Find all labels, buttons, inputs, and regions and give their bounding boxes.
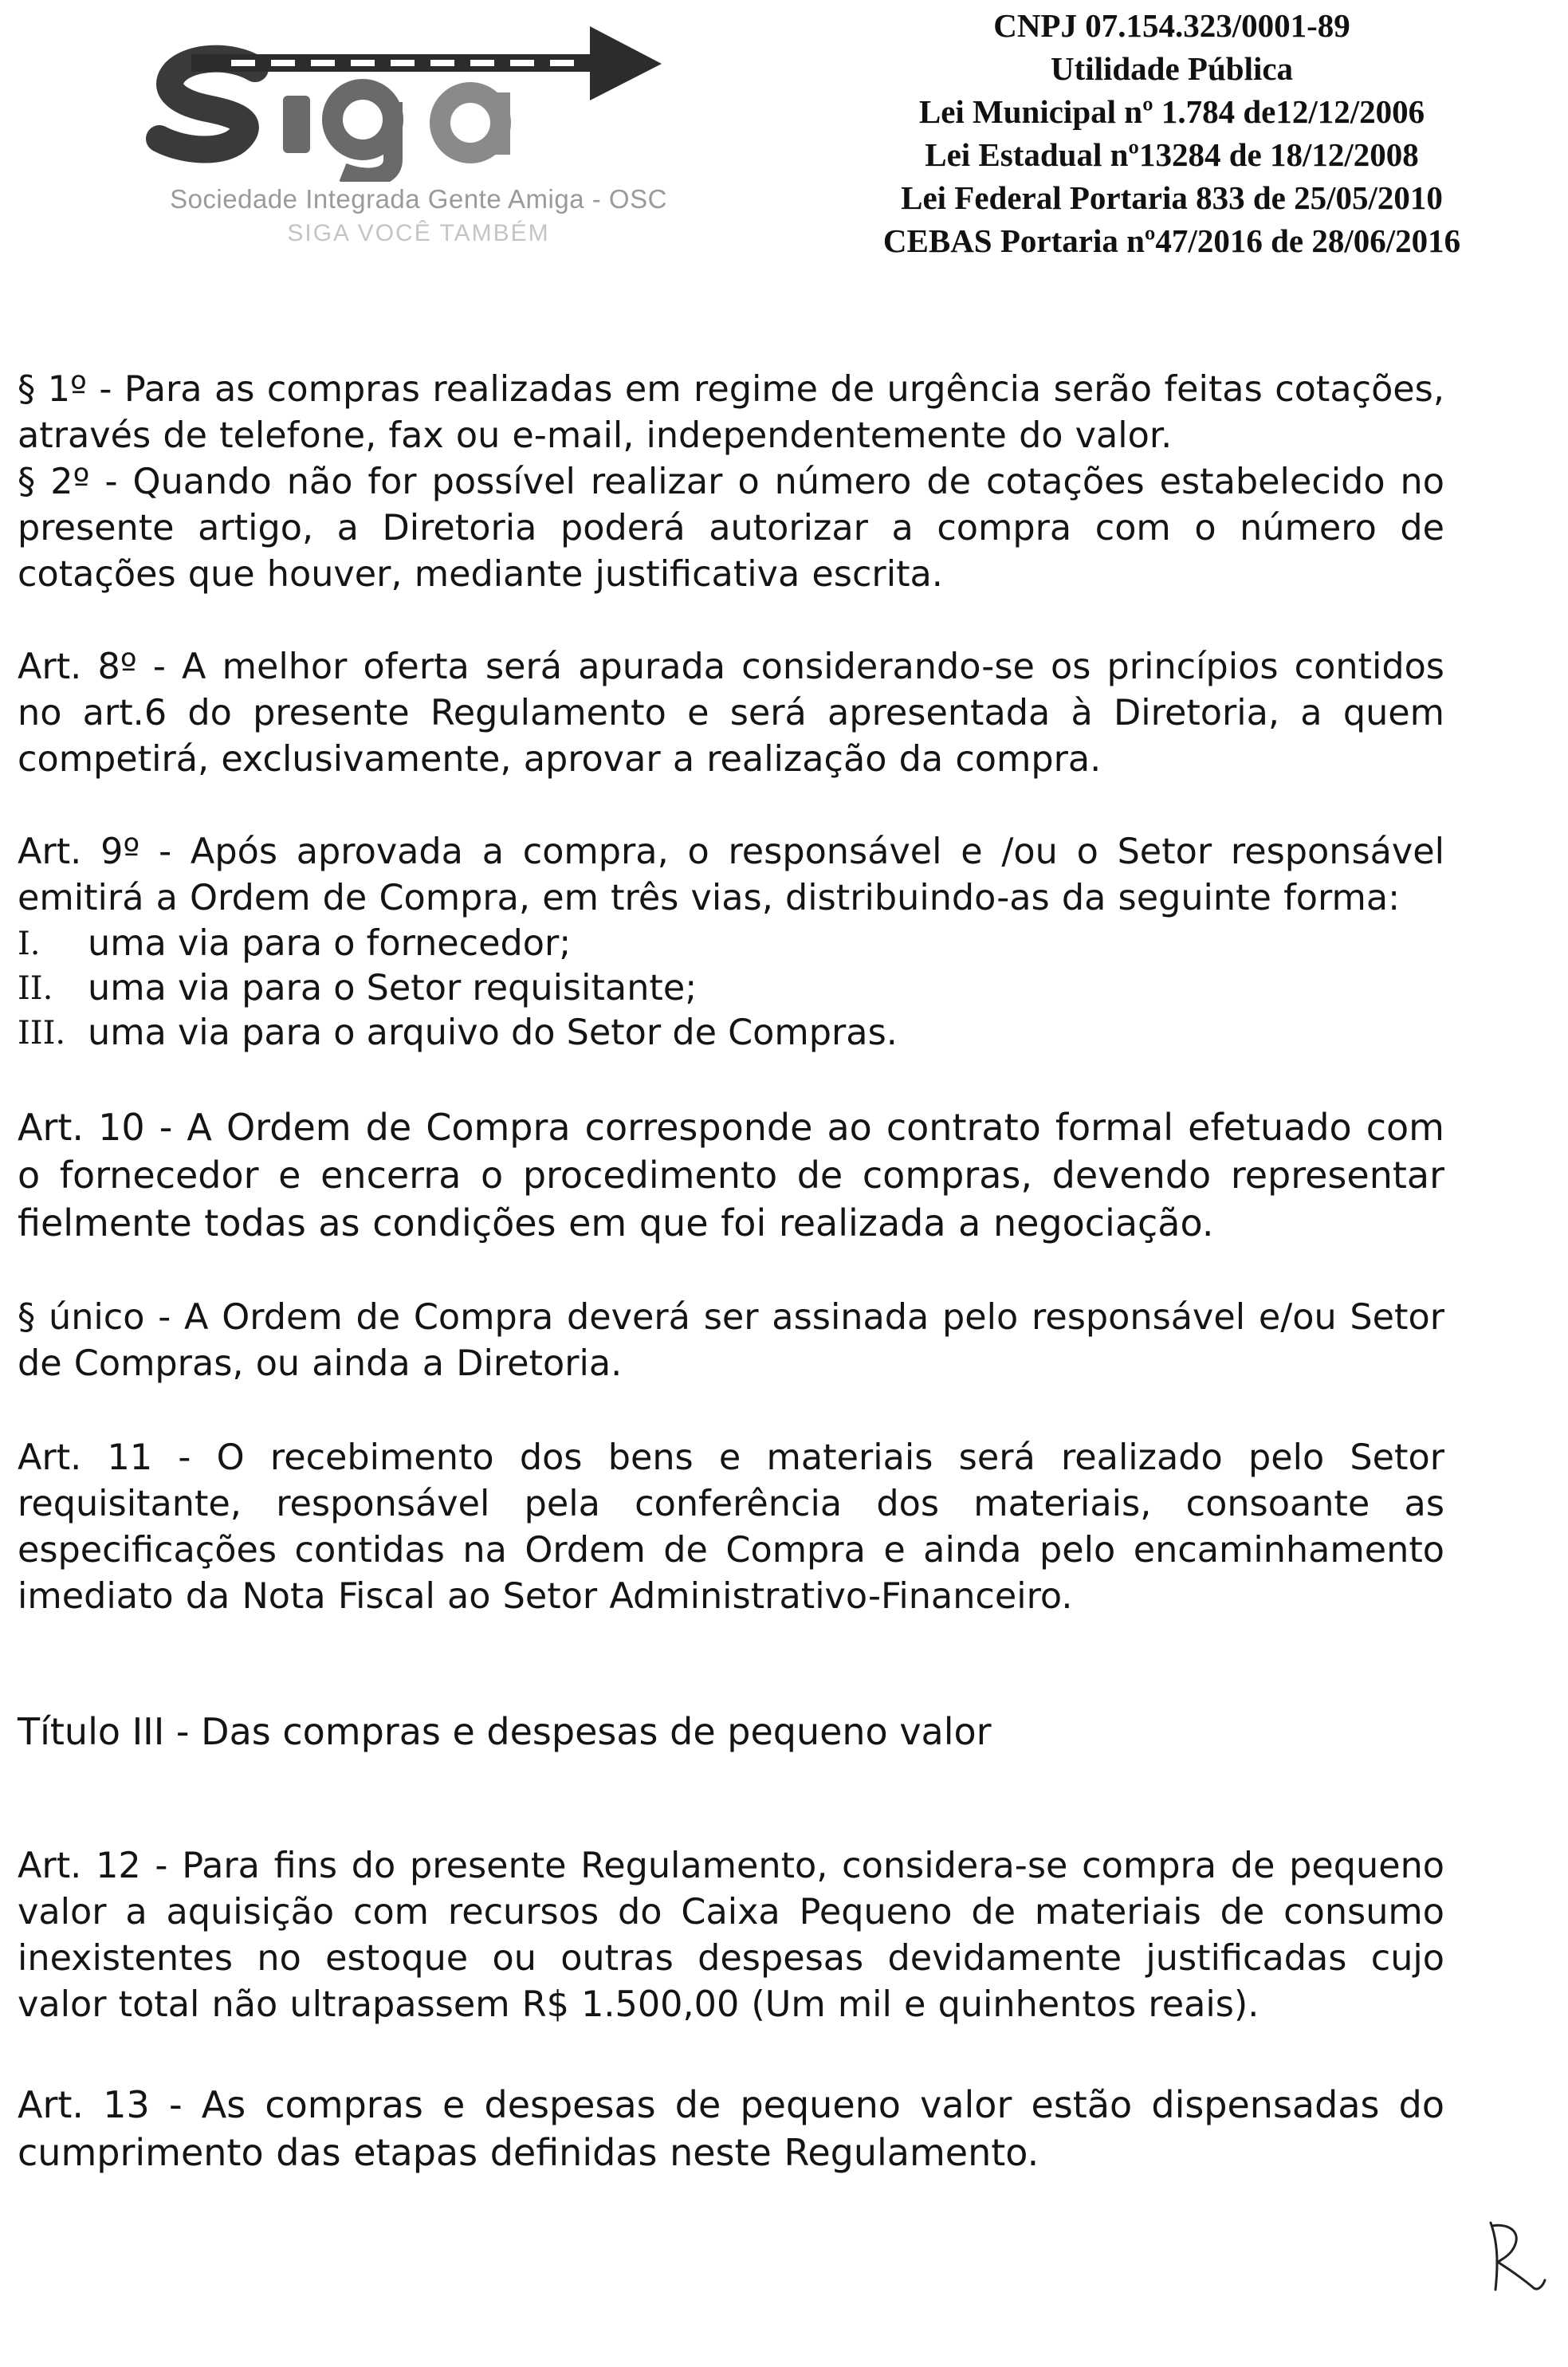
list-item-number: I. xyxy=(18,926,41,962)
list-item-text: uma via para o Setor requisitante; xyxy=(88,968,698,1009)
logo-slogan: SIGA VOCÊ TAMBÉM xyxy=(287,220,550,246)
article-10: Art. 10 - A Ordem de Compra corresponde ao contrato formal efetuado com o fornecedor e encerra o procedimento de compras, devendo representar fielmente todas as condições em que foi realizada a negociação. xyxy=(18,1106,1444,1244)
list-item-text: uma via para o fornecedor; xyxy=(88,923,572,964)
paragraph-2: § 2º - Quando não for possível realizar o número de cotações estabelecido no presente artigo, a Diretoria poderá autorizar a compra com o número de cotações que houver, mediante justificativa escrita. xyxy=(18,462,1444,595)
organization-logo xyxy=(143,22,694,246)
paragraph-unico: § único - A Ordem de Compra deverá ser assinada pelo responsável e/ou Setor de Compras, ou ainda a Diretoria. xyxy=(18,1297,1444,1384)
siga-logo-mark xyxy=(143,22,694,182)
cebas: CEBAS Portaria nº47/2016 de 28/06/2016 xyxy=(882,222,1461,259)
article-8: Art. 8º - A melhor oferta será apurada considerando-se os princípios contidos no art.6 do presente Regulamento e será apresentada à Diretoria, a quem competirá, exclusivamente, aprovar a realização da compra. xyxy=(18,647,1444,780)
cnpj: CNPJ 07.154.323/0001-89 xyxy=(993,7,1350,44)
list-item-number: III. xyxy=(18,1015,66,1052)
handwritten-initials xyxy=(1475,2216,1554,2304)
title-iii-heading: Título III - Das compras e despesas de pequeno valor xyxy=(18,1710,992,1753)
article-12: Art. 12 - Para fins do presente Regulamento, considera-se compra de pequeno valor a aquisição com recursos do Caixa Pequeno de materiais de consumo inexistentes no estoque ou outras despesas devidamente justificadas cujo valor total não ultrapassem R$ 1.500,00 (Um mil e quinhentos reais). xyxy=(18,1846,1444,2025)
list-item xyxy=(18,966,1444,1011)
list-item-number: II. xyxy=(18,970,53,1007)
utilidade-publica: Utilidade Pública xyxy=(1050,50,1294,87)
lei-federal: Lei Federal Portaria 833 de 25/05/2010 xyxy=(901,179,1443,216)
list-item xyxy=(18,922,1444,966)
lei-municipal: Lei Municipal nº 1.784 de12/12/2006 xyxy=(918,93,1425,130)
lei-estadual: Lei Estadual nº13284 de 18/12/2008 xyxy=(925,136,1419,173)
list-item xyxy=(18,1011,1444,1056)
organization-header xyxy=(781,4,1562,262)
article-13: Art. 13 - As compras e despesas de pequeno valor estão dispensadas do cumprimento das etapas definidas neste Regulamento. xyxy=(18,2083,1444,2174)
paragraph-1: § 1º - Para as compras realizadas em regime de urgência serão feitas cotações, através de telefone, fax ou e-mail, independentemente do valor. xyxy=(18,369,1444,456)
article-11: Art. 11 - O recebimento dos bens e materiais será realizado pelo Setor requisitante, responsável pela conferência dos materiais, consoante as especificações contidas na Ordem de Compra e ainda pelo encaminhamento imediato da Nota Fiscal ao Setor Administrativo-Financeiro. xyxy=(18,1437,1444,1617)
list-item-text: uma via para o arquivo do Setor de Compras. xyxy=(88,1012,898,1053)
document-body xyxy=(18,367,1444,2176)
article-9: Art. 9º - Após aprovada a compra, o responsável e /ou o Setor responsável emitirá a Ordem de Compra, em três vias, distribuindo-as da seguinte forma: xyxy=(18,832,1444,918)
logo-tagline: Sociedade Integrada Gente Amiga - OSC xyxy=(170,184,667,214)
